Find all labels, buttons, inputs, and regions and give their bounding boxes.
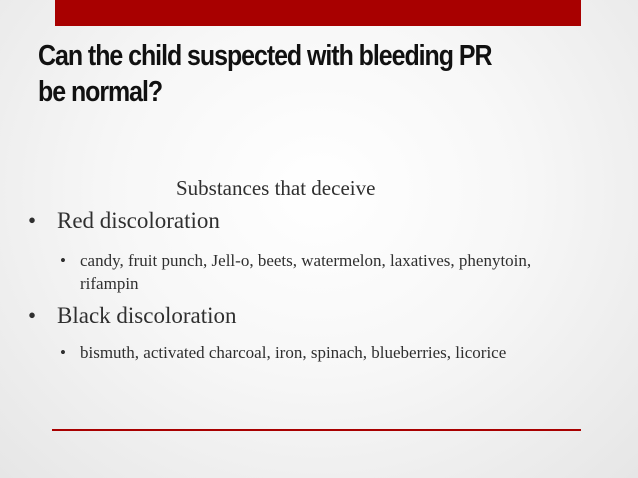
subheading: Substances that deceive	[176, 176, 376, 200]
top-accent-bar	[55, 0, 581, 26]
sub-bullet-text: candy, fruit punch, Jell-o, beets, watermelon, laxatives, phenytoin, rifampin	[80, 251, 532, 293]
sub-bullet-marker: •	[60, 251, 66, 270]
bullet-label: Red discoloration	[57, 208, 220, 233]
bullet-marker: •	[28, 208, 37, 233]
bullet-label: Black discoloration	[57, 303, 237, 328]
sub-bullet-text: bismuth, activated charcoal, iron, spinach, blueberries, licorice	[80, 343, 507, 362]
bullet-marker: •	[28, 303, 37, 328]
slide-title: Can the child suspected with bleeding PR be normal?	[38, 40, 492, 108]
bottom-accent-line	[52, 429, 581, 431]
sub-bullet-marker: •	[60, 343, 66, 362]
